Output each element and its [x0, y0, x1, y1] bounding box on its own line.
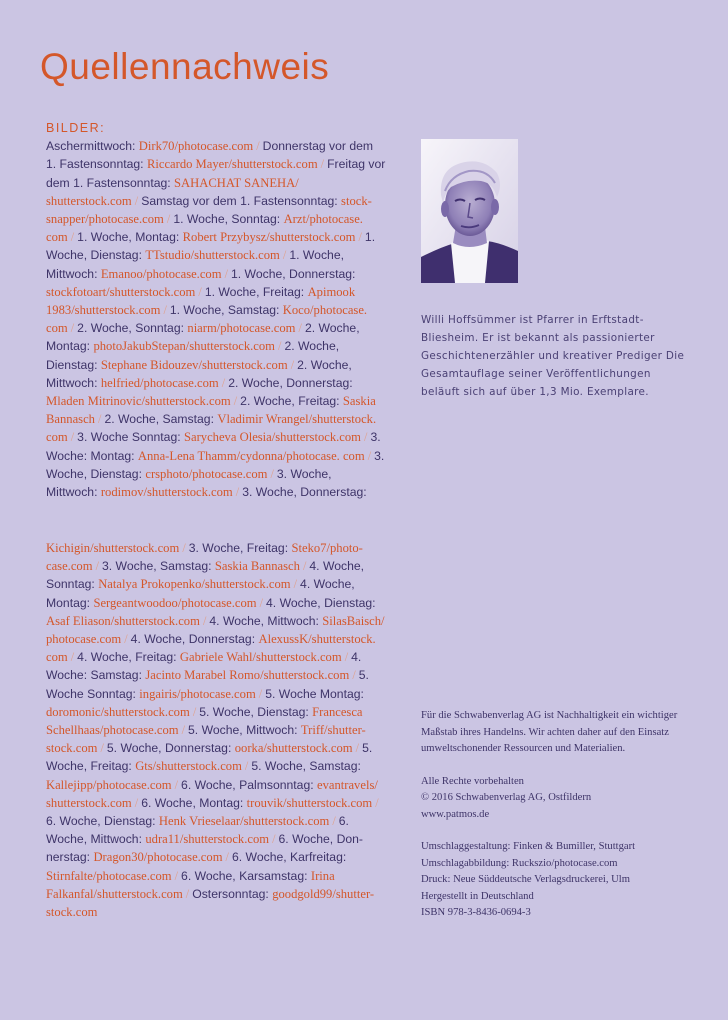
credit-day: 1. Woche, Montag:	[77, 230, 183, 245]
credit-source: trouvik/shutterstock.com	[246, 795, 373, 810]
credit-source: Sarycheva Olesia/shutterstock.com	[184, 430, 361, 445]
separator: /	[269, 832, 279, 847]
credit-day: 5. Woche, Dienstag:	[199, 704, 313, 719]
author-bio: Willi Hoffsümmer ist Pfarrer in Erftstadt-Bliesheim. Er ist bekannt als passionierter Geschichtenerzähler und kreativer Prediger Die Gesamtauflage seiner Veröffentlichungen beläuft sich auf über 1,3 Mio. Exemplare.	[421, 314, 685, 398]
credit-source: Sergeantwoodoo/photocase.com	[93, 595, 257, 610]
credit-day: 3. Woche, Donnerstag:	[242, 485, 367, 500]
credit-source: Dirk70/photocase.com	[138, 139, 254, 154]
credit-day: 4. Woche, Freitag:	[77, 650, 180, 665]
credit-day: 2. Woche, Donnerstag:	[228, 375, 353, 390]
credit-source: goodgold99/shutter-stock.com	[46, 886, 375, 920]
credit-source: Stephane Bidouzev/shutterstock.com	[100, 357, 288, 372]
separator: /	[182, 886, 193, 901]
credit-source: AlexussK/shutterstock. com	[46, 632, 376, 665]
production-credits	[421, 839, 701, 922]
separator: /	[267, 466, 277, 481]
credit-source: helfried/photocase.com	[100, 375, 219, 390]
credit-day: 5. Woche, Mittwoch:	[188, 723, 301, 738]
separator: /	[199, 613, 210, 628]
credit-source: Arzt/photocase. com	[46, 212, 363, 245]
credit-day: 3. Woche, Mittwoch:	[46, 466, 332, 500]
credit-source: Stirnfalte/photocase.com	[46, 868, 172, 883]
credit-source: crsphoto/photocase.com	[145, 466, 268, 481]
credit-day: 1. Woche, Sonntag:	[173, 212, 284, 227]
credit-day: 1. Woche, Mittwoch:	[46, 248, 344, 281]
separator: /	[121, 632, 131, 647]
sustainability-note: Für die Schwabenverlag AG ist Nachhaltigkeit ein wichtiger Maßstab ihres Handelns. Wir achten daher auf den Einsatz umweltschonender Ressourcen und Materialien.	[421, 710, 678, 754]
credit-source: ingairis/photocase.com	[139, 686, 256, 701]
credit-source: Saskia Bannasch	[46, 394, 376, 427]
separator: /	[160, 303, 170, 318]
separator: /	[255, 686, 266, 701]
website-link[interactable]: www.patmos.de	[421, 808, 490, 820]
credit-day: 5. Woche, Freitag:	[46, 741, 373, 774]
separator: /	[131, 795, 142, 810]
page-title: Quellennachweis	[40, 46, 330, 87]
credit-source: photoJakubStepan/shutterstock.com	[93, 339, 275, 354]
image-credits-column-1	[46, 119, 386, 501]
credit-day: 2. Woche, Dienstag:	[46, 339, 340, 372]
credit-source: Gts/shutterstock.com	[135, 759, 242, 774]
credit-day: 2. Woche, Sonntag:	[77, 321, 188, 336]
image-credits-column-2	[46, 539, 386, 921]
credit-day: 2. Woche, Montag:	[46, 321, 360, 354]
credit-source: Francesca Schellhaas/photocase.com	[46, 704, 363, 738]
separator: /	[372, 795, 379, 810]
credit-day: Samstag vor dem 1. Fastensonntag:	[141, 193, 342, 208]
credit-source: Gabriele Wahl/shutterstock.com	[179, 650, 342, 665]
separator: /	[364, 448, 375, 463]
credit-day: 4. Woche, Mittwoch:	[209, 613, 323, 628]
credit-day: 3. Woche, Freitag:	[188, 541, 292, 555]
copyright-notice: © 2016 Schwabenverlag AG, Ostfildern	[421, 792, 592, 803]
separator: /	[97, 741, 107, 756]
separator: /	[355, 230, 365, 245]
credit-day: 3. Woche Sonntag:	[77, 430, 184, 445]
credit-source: Saskia Bannasch	[214, 559, 300, 574]
credit-source: stockfotoart/shutterstock.com	[46, 284, 196, 299]
separator: /	[241, 759, 252, 774]
separator: /	[287, 357, 298, 372]
credit-source: Triff/shutter-stock.com	[46, 723, 366, 756]
imprint-block	[421, 708, 701, 823]
separator: /	[352, 741, 363, 756]
separator: /	[171, 777, 182, 792]
credit-day: 6. Woche, Palmsonntag:	[181, 777, 317, 792]
separator: /	[279, 248, 290, 263]
credit-source: Apimook 1983/shutterstock.com	[46, 284, 356, 318]
separator: /	[92, 559, 102, 574]
credit-day: 2. Woche, Samstag:	[104, 412, 218, 427]
credit-day: 3. Woche, Samstag:	[102, 559, 215, 574]
credit-day: 6. Woche, Karsamstag:	[181, 868, 311, 883]
credit-source: Mladen Mitrinovic/shutterstock.com	[46, 394, 231, 409]
credit-day: 4. Woche, Montag:	[46, 577, 355, 610]
credit-day: 1. Woche, Freitag:	[204, 284, 308, 299]
credit-source: Dragon30/photocase.com	[93, 850, 223, 865]
credit-day: 5. Woche, Donnerstag:	[106, 741, 235, 756]
credit-source: Kichigin/shutterstock.com	[46, 541, 180, 555]
credit-day: 2. Woche, Freitag:	[240, 394, 343, 409]
portrait-image	[421, 139, 518, 283]
credit-source: oorka/shutterstock.com	[234, 741, 353, 756]
credit-day: 6. Woche, Dienstag:	[46, 814, 159, 829]
credit-day: 4. Woche, Dienstag:	[266, 595, 376, 610]
separator: /	[329, 814, 339, 829]
separator: /	[230, 394, 241, 409]
credit-day: 3. Woche, Dienstag:	[46, 448, 385, 481]
rights-notice: Alle Rechte vorbehalten	[421, 775, 524, 787]
credit-day: 5. Woche, Samstag:	[251, 759, 361, 774]
credit-day: 4. Woche, Donnerstag:	[130, 632, 259, 647]
isbn: ISBN 978-3-8436-0694-3	[421, 907, 531, 918]
credit-day: 3. Woche: Montag:	[46, 430, 381, 463]
separator: /	[67, 650, 78, 665]
separator: /	[253, 139, 263, 154]
credit-day: 1. Woche, Dienstag:	[46, 230, 376, 263]
separator: /	[256, 595, 267, 610]
credit-source: udra11/shutterstock.com	[145, 832, 270, 847]
credit-source: evantravels/ shutterstock.com	[46, 777, 378, 810]
credit-day: 2. Woche, Mittwoch:	[46, 357, 352, 390]
credit-source: SilasBaisch/ photocase.com	[46, 613, 385, 647]
separator: /	[189, 704, 200, 719]
separator: /	[67, 230, 78, 245]
separator: /	[94, 412, 105, 427]
credit-day: 4. Woche, Sonntag:	[46, 559, 365, 592]
credit-day: 6. Woche, Don-nerstag:	[46, 832, 363, 865]
separator: /	[163, 212, 174, 227]
credit-day: 1. Woche, Donnerstag:	[231, 266, 356, 281]
separator: /	[218, 375, 229, 390]
credit-source: Anna-Lena Thamm/cydonna/photocase. com	[137, 448, 365, 463]
credit-day: 6. Woche, Mittwoch:	[46, 814, 349, 847]
separator: /	[67, 430, 78, 445]
separator: /	[299, 559, 310, 574]
credit-source: SAHACHAT SANEHA/ shutterstock.com	[46, 175, 299, 208]
credit-day: 4. Woche: Samstag:	[46, 650, 362, 683]
separator: /	[171, 868, 182, 883]
credit-day: 5. Woche Montag:	[265, 686, 364, 701]
credit-source: Jacinto Marabel Romo/shutterstock.com	[145, 668, 350, 683]
credit-day: 1. Woche, Samstag:	[169, 303, 283, 318]
print-credit: Druck: Neue Süddeutsche Verlagsdruckerei, Ulm	[421, 874, 630, 885]
separator: /	[221, 266, 231, 281]
separator: /	[131, 193, 142, 208]
separator: /	[179, 541, 189, 555]
credit-day: Freitag vor dem 1. Fastensonntag:	[46, 157, 386, 190]
credits-list-2	[46, 541, 385, 919]
credit-day: Ostersonntag:	[192, 886, 273, 901]
credit-source: Koco/photocase. com	[46, 303, 368, 336]
separator: /	[222, 850, 232, 865]
credit-source: Vladimir Wrangel/shutterstock. com	[46, 412, 377, 445]
credit-day: 6. Woche, Montag:	[141, 795, 247, 810]
separator: /	[195, 284, 205, 299]
credit-source: niarm/photocase.com	[187, 321, 296, 336]
credit-day: 5. Woche Sonntag:	[46, 668, 369, 701]
credit-source: Emanoo/photocase.com	[100, 266, 222, 281]
separator: /	[341, 650, 352, 665]
credit-source: Irina Falkanfal/shutterstock.com	[46, 868, 335, 901]
separator: /	[232, 485, 243, 500]
credit-source: Robert Przybysz/shutterstock.com	[182, 230, 356, 245]
cover-image: Umschlagabbildung: Ruckszio/photocase.com	[421, 857, 618, 869]
credit-source: Riccardo Mayer/shutterstock.com	[146, 157, 318, 172]
credit-source: TTstudio/shutterstock.com	[145, 248, 280, 263]
separator: /	[67, 321, 78, 336]
cover-design: Umschlaggestaltung: Finken & Bumiller, Stuttgart	[421, 841, 636, 852]
credit-source: Kallejipp/photocase.com	[46, 777, 172, 792]
credit-day: Aschermittwoch:	[46, 139, 139, 154]
author-photo	[421, 139, 518, 283]
credit-source: rodimov/shutterstock.com	[100, 485, 233, 500]
separator: /	[178, 723, 189, 738]
separator: /	[274, 339, 285, 354]
credit-source: Asaf Eliason/shutterstock.com	[46, 613, 200, 628]
separator: /	[290, 577, 301, 592]
separator: /	[349, 668, 359, 683]
separator: /	[317, 157, 328, 172]
credit-source: stock-snapper/photocase.com	[46, 193, 372, 227]
separator: /	[360, 430, 371, 445]
credit-source: Steko7/photo-case.com	[46, 541, 363, 574]
credits-heading: BILDER:	[46, 121, 106, 135]
credits-list-1	[46, 139, 385, 499]
made-in: Hergestellt in Deutschland	[421, 890, 534, 902]
credit-day: 6. Woche, Karfreitag:	[231, 850, 347, 865]
credit-source: doromonic/shutterstock.com	[46, 704, 190, 719]
credit-source: Henk Vrieselaar/shutterstock.com	[158, 814, 330, 829]
credit-day: Donnerstag vor dem 1. Fastensonntag:	[46, 139, 374, 172]
credit-source: Natalya Prokopenko/shutterstock.com	[98, 577, 291, 592]
separator: /	[295, 321, 305, 336]
